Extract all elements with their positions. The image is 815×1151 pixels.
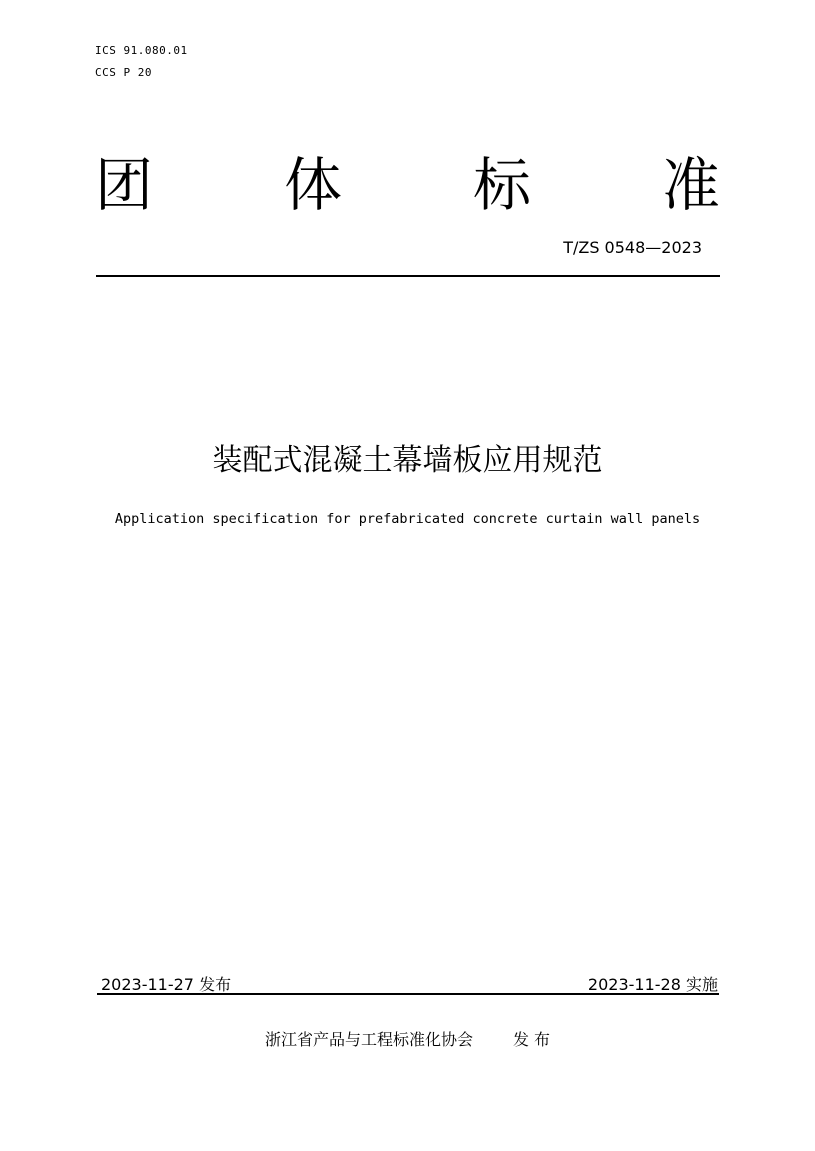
standard-type-char: 准 <box>661 151 720 219</box>
publisher-action: 发 布 <box>512 1030 551 1049</box>
ccs-code: CCS P 20 <box>95 66 152 79</box>
standard-type-heading <box>95 150 720 220</box>
implementation-date: 2023-11-28 实施 <box>587 975 718 994</box>
header-divider <box>96 275 720 277</box>
footer-divider <box>97 993 719 995</box>
document-title-chinese: 装配式混凝土幕墙板应用规范 <box>212 443 603 478</box>
standard-number: T/ZS 0548—2023 <box>563 238 702 257</box>
publisher-name: 浙江省产品与工程标准化协会 <box>264 1030 473 1049</box>
ics-code: ICS 91.080.01 <box>95 44 188 57</box>
classification-codes <box>95 40 188 84</box>
standard-type-char: 标 <box>472 151 531 219</box>
standard-type-char: 体 <box>283 151 342 219</box>
document-title-english: Application specification for prefabricated concrete curtain wall panels <box>114 511 701 527</box>
publisher-line <box>0 1027 815 1050</box>
standard-type-char: 团 <box>95 151 154 219</box>
issue-date: 2023-11-27 发布 <box>101 975 232 994</box>
